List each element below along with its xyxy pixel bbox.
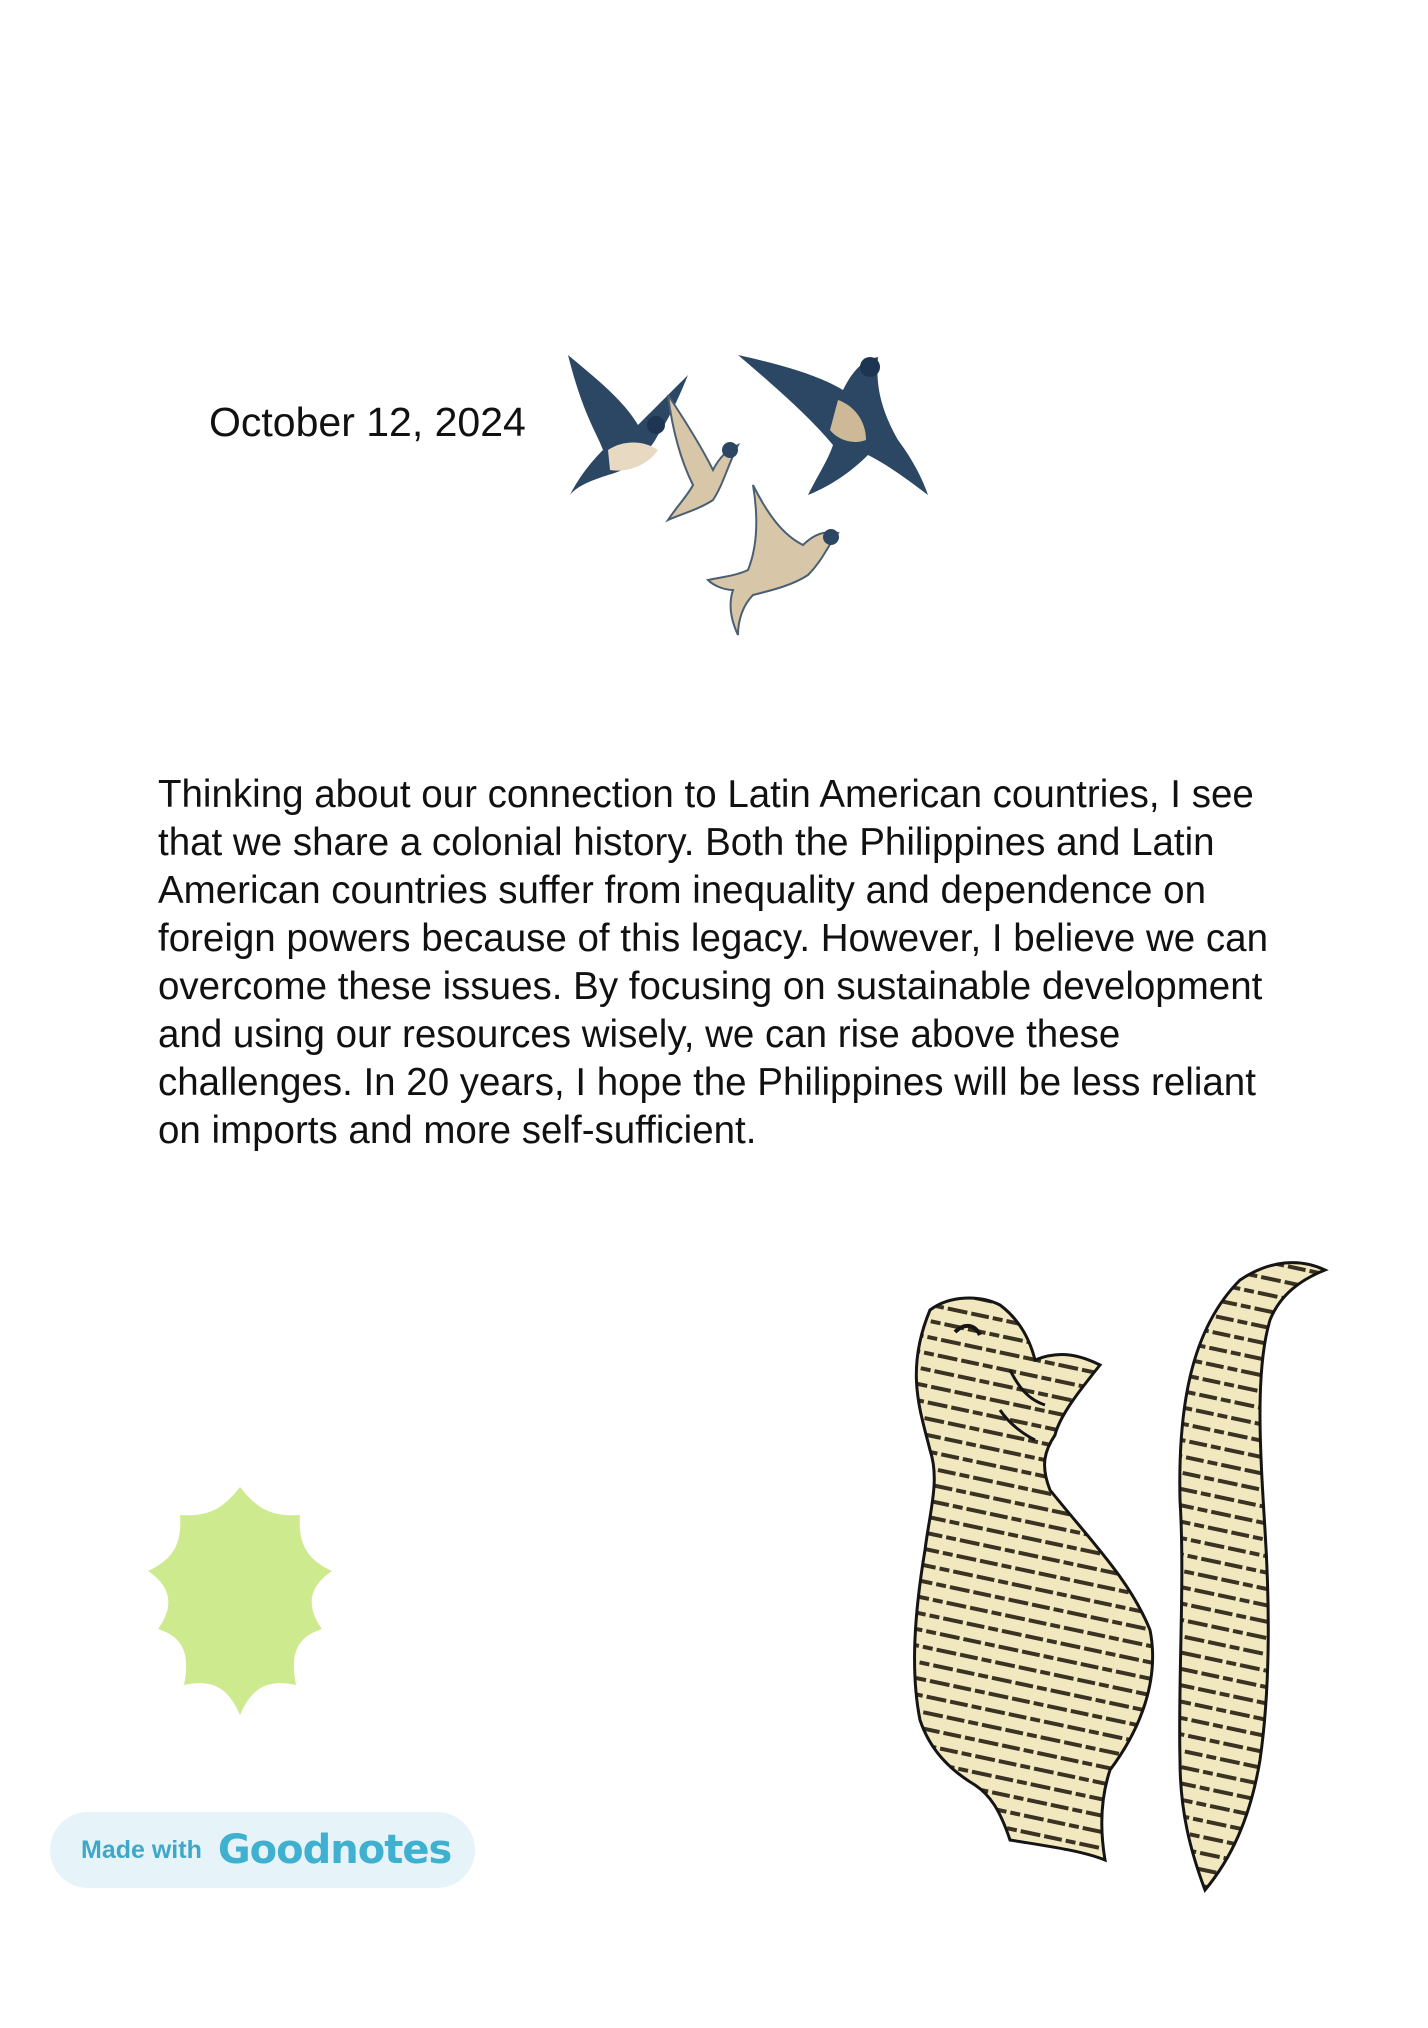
scalloped-star-sticker bbox=[112, 1479, 368, 1735]
made-with-goodnotes-badge[interactable] bbox=[50, 1812, 475, 1888]
bird-icon bbox=[708, 485, 839, 635]
bird-icon bbox=[668, 395, 738, 520]
entry-date: October 12, 2024 bbox=[209, 399, 526, 445]
bird-icon bbox=[738, 355, 928, 495]
goodnotes-logo-text: Goodnotes bbox=[217, 1827, 452, 1873]
bird-icon bbox=[568, 355, 688, 495]
flying-birds-illustration bbox=[548, 345, 968, 675]
journal-paragraph: Thinking about our connection to Latin American countries, I see that we share a colonial history. Both the Philippines and Latin American countries suffer from inequality and dependence on foreign powers because of this legacy. However, I believe we can overcome these issues. By focusing on sustainable development and using our resources wisely, we can rise above these challenges. In 20 years, I hope the Philippines will be less reliant on imports and more self-sufficient. bbox=[158, 773, 1268, 1152]
newspaper-cat-collage bbox=[860, 1250, 1415, 1905]
made-with-label: Made with bbox=[81, 1835, 202, 1864]
